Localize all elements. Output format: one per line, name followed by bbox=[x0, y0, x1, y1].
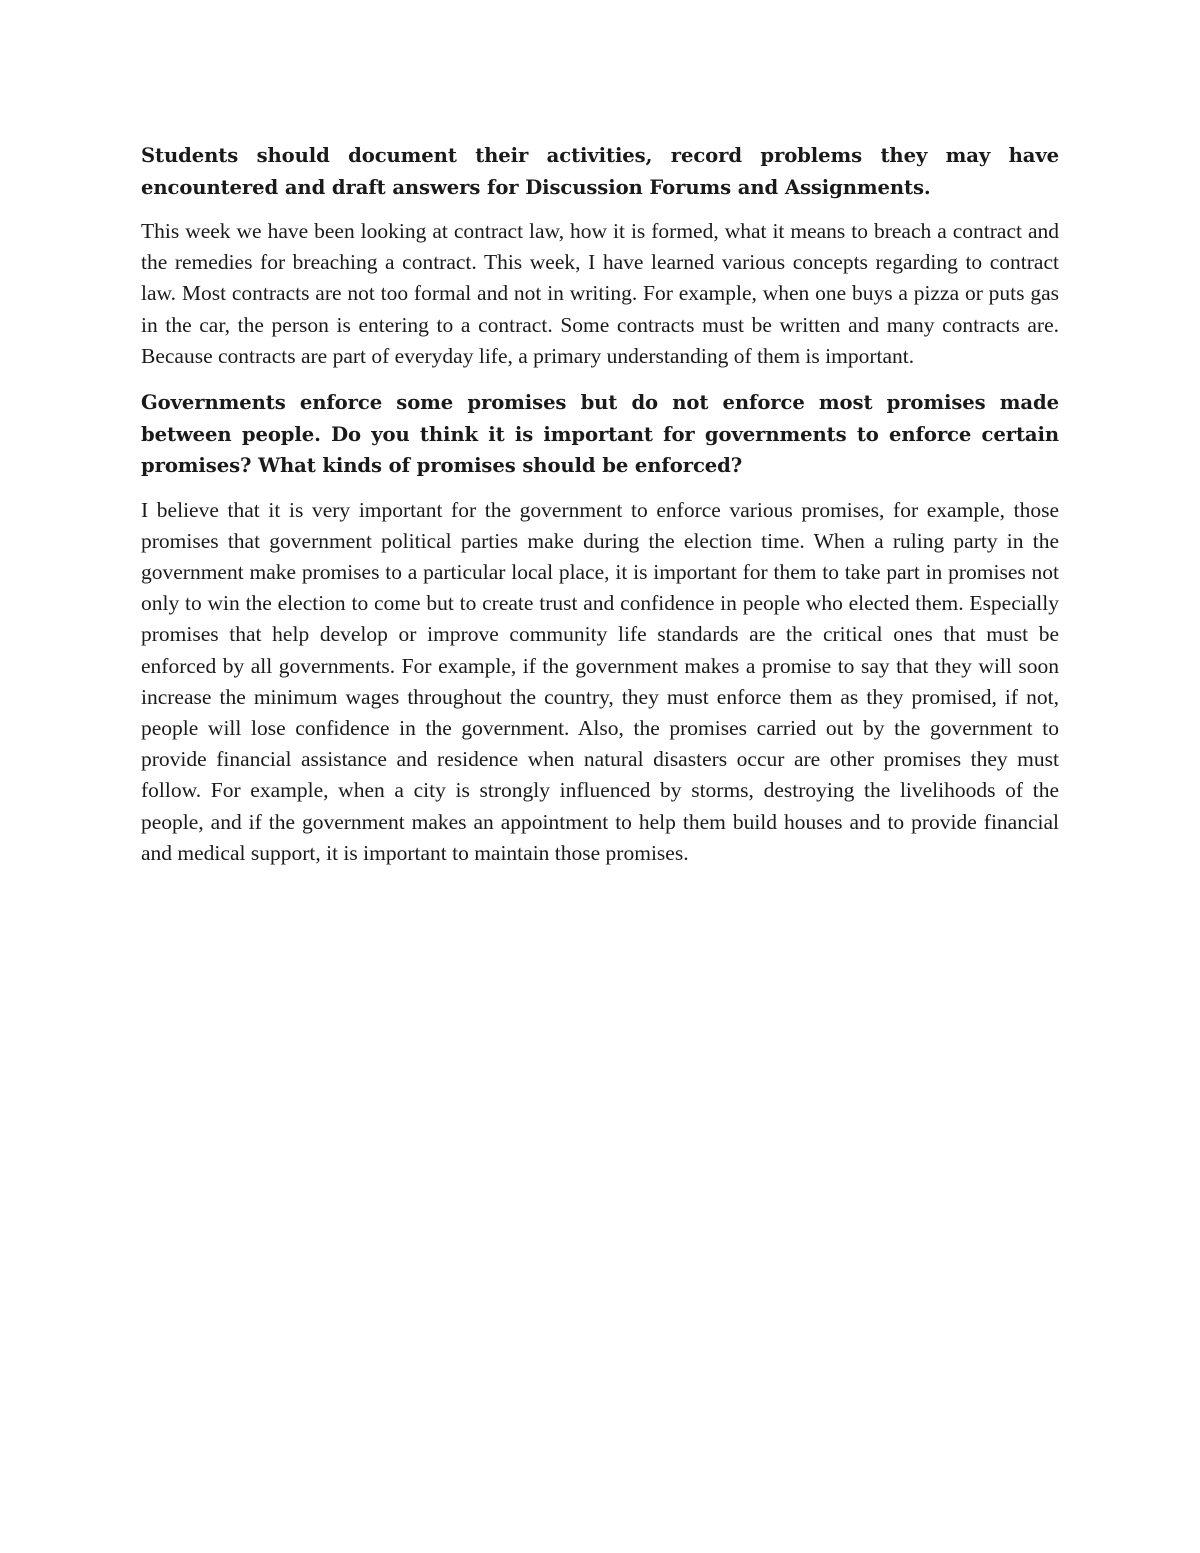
document-body bbox=[141, 140, 1059, 884]
prompt-heading-instructions: Students should document their activities, record problems they may have encountered and draft answers for Discussion Forums and Assignments. bbox=[141, 144, 1059, 199]
paragraph-answer: I believe that it is very important for the government to enforce various promises, for example, those promises that government political parties make during the election time. When a ruling party in the government make promises to a particular local place, it is important for them to take part in promises not only to win the election to come but to create trust and confidence in people who elected them. Especially promises that help develop or improve community life standards are the critical ones that must be enforced by all governments. For example, if the government makes a promise to say that they will soon increase the minimum wages throughout the country, they must enforce them as they promised, if not, people will lose confidence in the government. Also, the promises carried out by the government to provide financial assistance and residence when natural disasters occur are other promises they must follow. For example, when a city is strongly influenced by storms, destroying the livelihoods of the people, and if the government makes an appointment to help them build houses and to provide financial and medical support, it is important to maintain those promises. bbox=[141, 497, 1059, 865]
paragraph-contract-law-summary: This week we have been looking at contract law, how it is formed, what it means to breach a contract and the remedies for breaching a contract. This week, I have learned various concepts regarding to contract law. Most contracts are not too formal and not in writing. For example, when one buys a pizza or puts gas in the car, the person is entering to a contract. Some contracts must be written and many contracts are. Because contracts are part of everyday life, a primary understanding of them is important. bbox=[141, 219, 1059, 368]
prompt-heading-question: Governments enforce some promises but do not enforce most promises made between people. Do you think it is important for governments to enforce certain promises? What kinds of promises should be enforced? bbox=[141, 391, 1059, 478]
